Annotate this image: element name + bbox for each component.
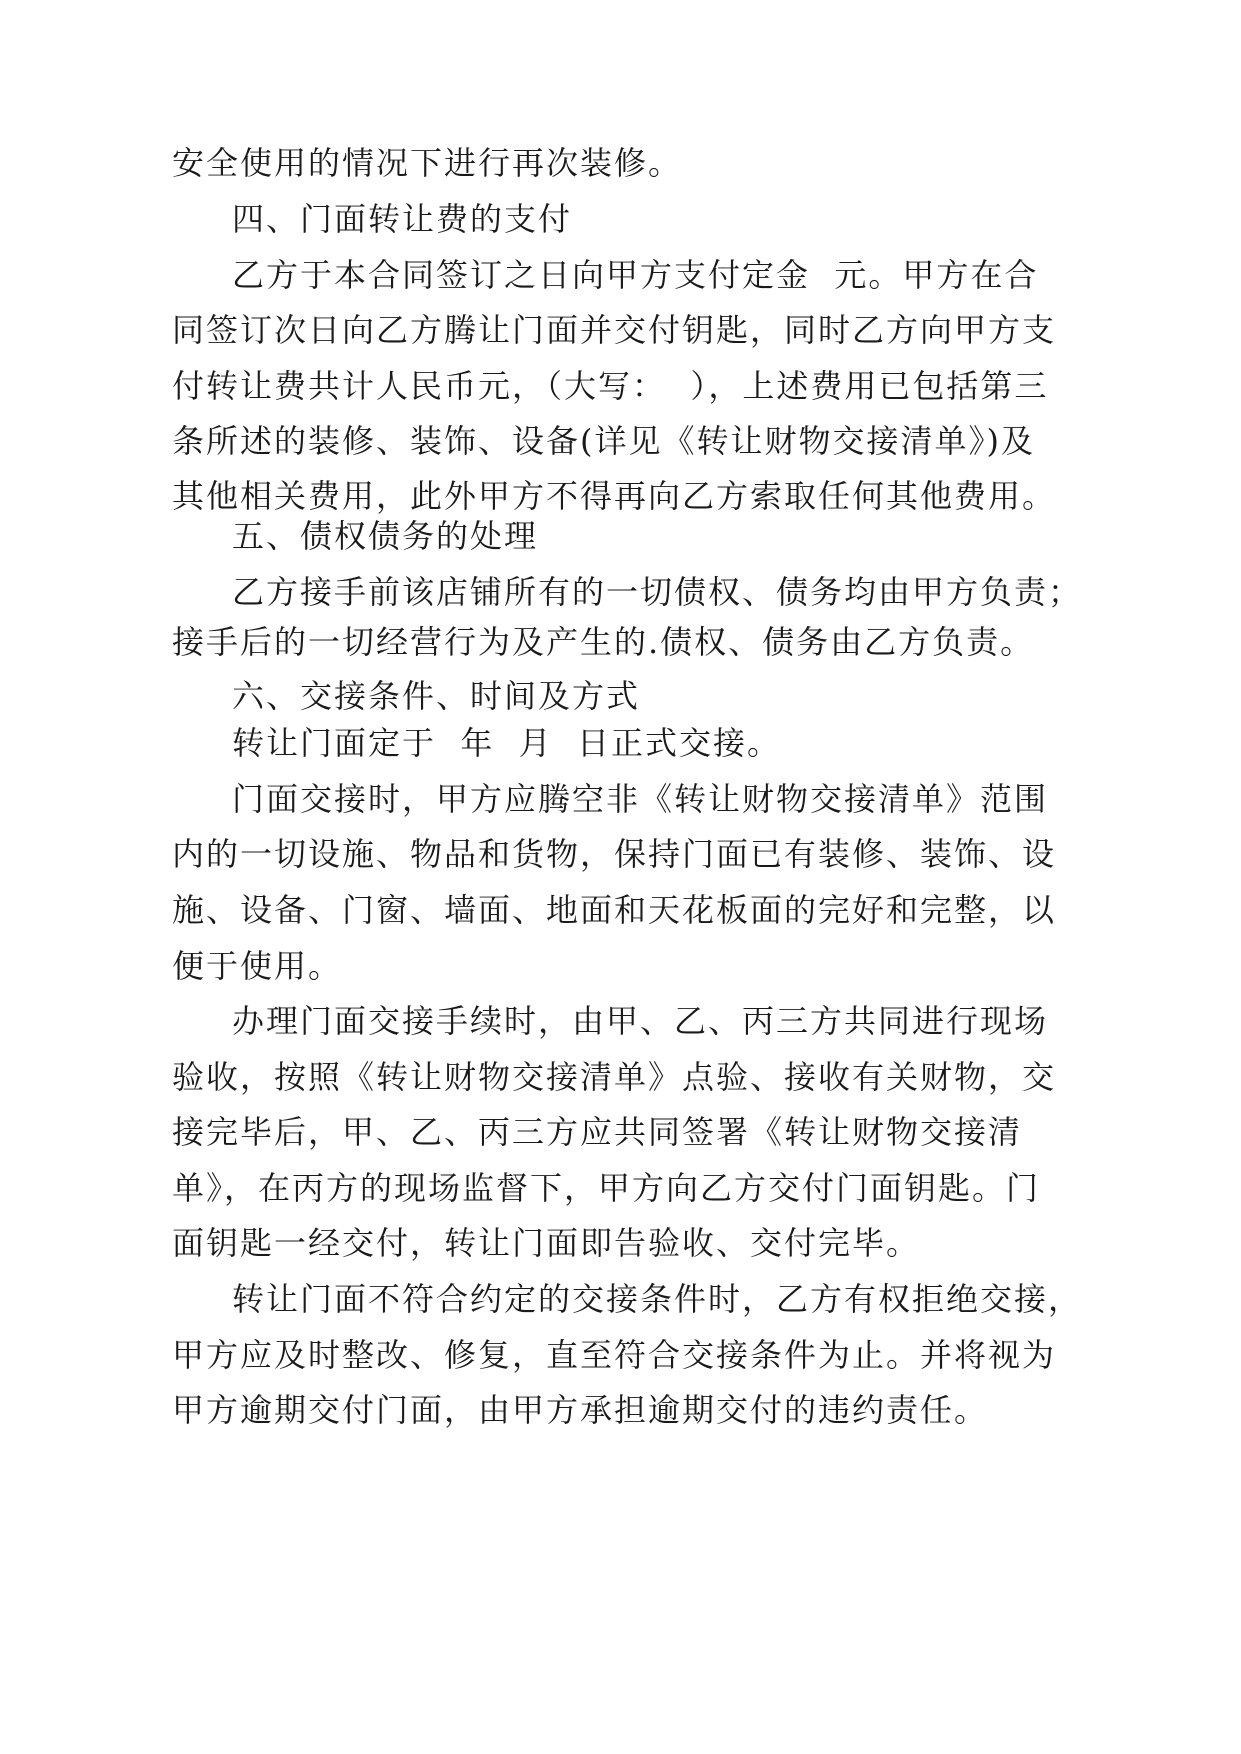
body-line: 同签订次日向乙方腾让门面并交付钥匙，同时乙方向甲方支: [172, 311, 1057, 349]
body-line: 转让门面定于 年 月 日正式交接。: [232, 724, 782, 762]
body-line: 施、设备、门窗、墙面、地面和天花板面的完好和完整，以: [172, 891, 1057, 929]
section-heading: 六、交接条件、时间及方式: [232, 677, 641, 715]
body-line: 甲方逾期交付门面，由甲方承担逾期交付的违约责任。: [172, 1391, 989, 1429]
body-line: 面钥匙一经交付，转让门面即告验收、交付完毕。: [172, 1224, 921, 1262]
body-line: 便于使用。: [172, 947, 343, 985]
body-line: 门面交接时，甲方应腾空非《转让财物交接清单》范围: [232, 780, 1049, 818]
body-line: 付转让费共计人民币元，（大写： ），上述费用已包括第三: [172, 367, 1049, 405]
body-line: 乙方于本合同签订之日向甲方支付定金 元。甲方在合: [232, 256, 1039, 294]
body-line: 办理门面交接手续时，由甲、乙、丙三方共同进行现场: [232, 1002, 1049, 1040]
body-line: 甲方应及时整改、修复，直至符合交接条件为止。并将视为: [172, 1336, 1057, 1374]
body-line: 乙方接手前该店铺所有的一切债权、债务均由甲方负责；: [232, 573, 1083, 611]
body-line: 接手后的一切经营行为及产生的.债权、债务由乙方负责。: [172, 623, 1035, 661]
body-line: 其他相关费用，此外甲方不得再向乙方索取任何其他费用。: [172, 477, 1057, 515]
body-line: 验收，按照《转让财物交接清单》点验、接收有关财物，交: [172, 1058, 1057, 1096]
section-heading: 四、门面转让费的支付: [232, 200, 573, 238]
body-line: 条所述的装修、装饰、设备(详见《转让财物交接清单》)及: [172, 422, 1035, 460]
body-line: 转让门面不符合约定的交接条件时，乙方有权拒绝交接，: [232, 1280, 1083, 1318]
section-heading: 五、债权债务的处理: [232, 517, 539, 555]
body-line: 内的一切设施、物品和货物，保持门面已有装修、装饰、设: [172, 835, 1057, 873]
body-line: 安全使用的情况下进行再次装修。: [172, 144, 683, 182]
body-line: 接完毕后，甲、乙、丙三方应共同签署《转让财物交接清: [172, 1113, 1023, 1151]
body-line: 单》，在丙方的现场监督下，甲方向乙方交付门面钥匙。门: [172, 1169, 1041, 1207]
